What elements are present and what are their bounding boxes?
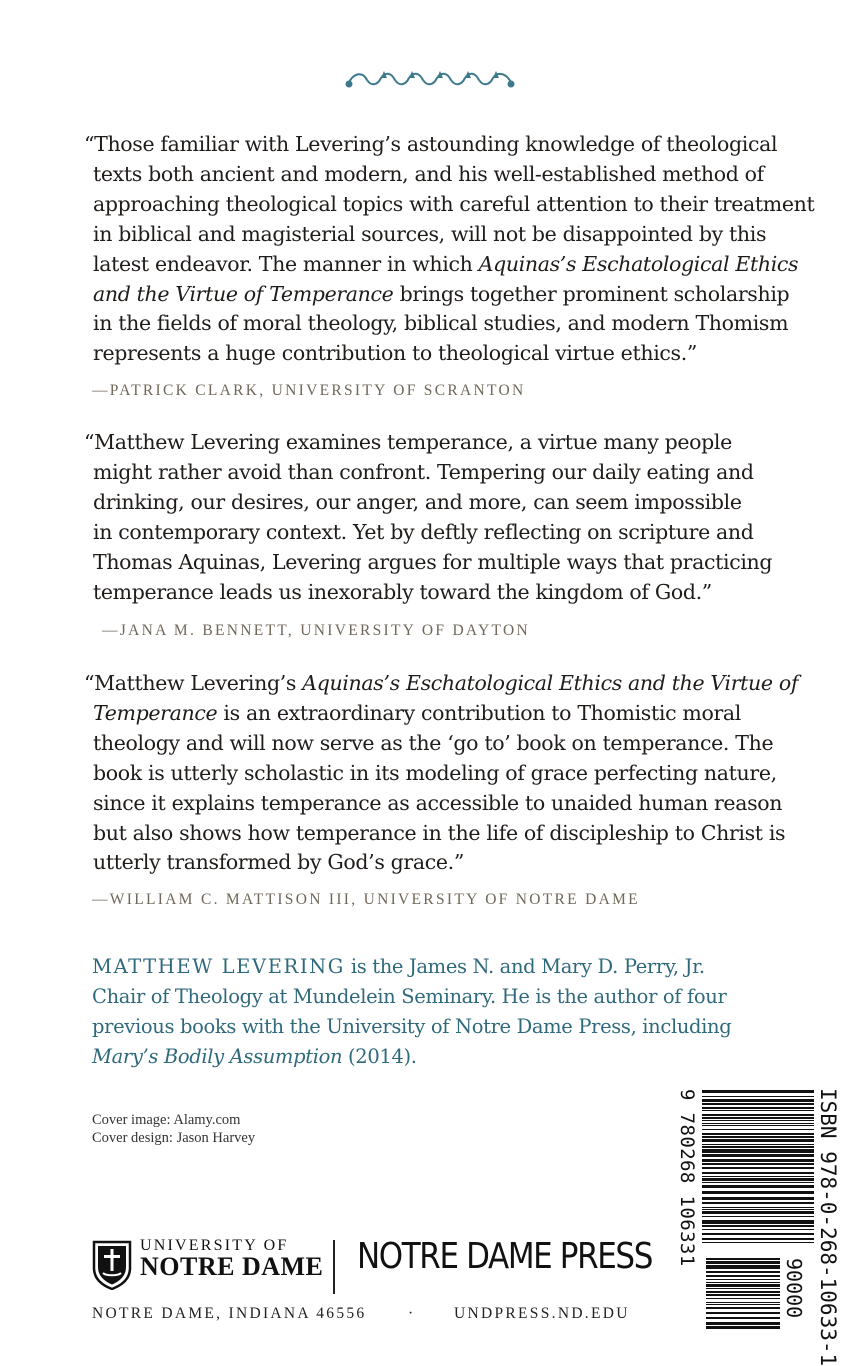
barcode-bar xyxy=(702,1103,814,1105)
barcode-bar xyxy=(702,1144,814,1145)
barcode-bar xyxy=(706,1294,780,1296)
barcode-bars xyxy=(702,1090,814,1243)
quote-line: temperance leads us inexorably toward the kingdom of God.” xyxy=(93,579,712,604)
bio-line xyxy=(92,1042,752,1072)
barcode-bar xyxy=(702,1090,814,1093)
barcode-bar xyxy=(702,1120,814,1121)
barcode-bar xyxy=(702,1139,814,1142)
barcode-bar xyxy=(706,1304,780,1305)
ean-digits: 9 780268 106331 xyxy=(676,1089,698,1267)
decorative-ornament xyxy=(345,66,515,92)
barcode-bar xyxy=(706,1265,780,1269)
barcode-bar xyxy=(702,1211,814,1214)
barcode-bar xyxy=(706,1322,780,1325)
barcode-bar xyxy=(702,1125,814,1126)
barcode-bar xyxy=(702,1202,814,1204)
barcode-bar xyxy=(706,1302,780,1303)
barcode-bar xyxy=(702,1209,814,1210)
barcode-bar xyxy=(702,1117,814,1119)
bio-line: previous books with the University of Notre Dame Press, including xyxy=(92,1015,732,1038)
press-address: NOTRE DAME, INDIANA 46556 xyxy=(92,1305,367,1322)
university-shield-icon xyxy=(92,1240,132,1290)
barcode-bar xyxy=(702,1107,814,1109)
barcode-bar xyxy=(702,1207,814,1208)
barcode-bar xyxy=(702,1225,814,1227)
barcode-bar xyxy=(706,1317,780,1319)
bio-text: is the James N. and Mary D. Perry, Jr. xyxy=(344,955,705,978)
barcode-bar xyxy=(706,1284,780,1287)
bio-line xyxy=(92,952,752,982)
barcode-bar xyxy=(702,1176,814,1177)
attribution-3: —WILLIAM C. MATTISON III, UNIVERSITY OF NOTRE DAME xyxy=(92,891,640,908)
barcode-bar xyxy=(706,1275,780,1277)
author-bio xyxy=(92,952,752,1072)
quote-line: “Matthew Levering examines temperance, a virtue many people xyxy=(84,430,732,454)
endorsement-quote-2 xyxy=(84,428,774,607)
barcode-bar xyxy=(702,1242,814,1243)
press-url[interactable]: UNDPRESS.ND.EDU xyxy=(454,1305,630,1322)
barcode-bar xyxy=(702,1185,814,1188)
quote-line: utterly transformed by God’s grace.” xyxy=(93,850,464,875)
author-name: MATTHEW LEVERING xyxy=(92,955,345,978)
isbn-number: ISBN 978-0-268-10633-1 xyxy=(816,1088,840,1366)
barcode-bar xyxy=(702,1167,814,1169)
barcode-bar xyxy=(702,1233,814,1235)
book-title-italic: Aquinas’s Eschatological Ethics and the Virtue of xyxy=(302,671,799,695)
barcode-bar xyxy=(702,1191,814,1194)
barcode-bar xyxy=(706,1312,780,1314)
isbn-label xyxy=(816,1088,842,1366)
barcode-bar xyxy=(702,1096,814,1097)
price-digits: 90000 xyxy=(782,1258,806,1319)
barcode-bar xyxy=(702,1178,814,1181)
cover-image-credit: Cover image: Alamy.com xyxy=(92,1112,241,1128)
barcode-bar xyxy=(702,1172,814,1174)
barcode-bar xyxy=(702,1099,814,1102)
quote-line: drinking, our desires, our anger, and more, can seem impossible xyxy=(93,489,742,514)
barcode-bar xyxy=(702,1220,814,1224)
barcode-digits xyxy=(676,1089,700,1267)
quote-line: in biblical and magisterial sources, will not be disappointed by this xyxy=(93,221,767,246)
quote-text: latest endeavor. The manner in which xyxy=(93,251,479,276)
quote-line: in contemporary context. Yet by deftly reflecting on scripture and xyxy=(93,519,754,544)
barcode-bar xyxy=(706,1282,780,1283)
barcode-bar xyxy=(702,1149,814,1153)
barcode-bar xyxy=(702,1133,814,1135)
barcode-bar xyxy=(706,1288,780,1289)
endorsement-quote-3 xyxy=(84,669,799,878)
barcode-bar xyxy=(706,1261,780,1264)
attribution-1: —PATRICK CLARK, UNIVERSITY OF SCRANTON xyxy=(92,382,526,399)
quote-text: is an extraordinary contribution to Thomistic moral xyxy=(217,700,741,725)
barcode-bar xyxy=(702,1146,814,1148)
barcode-bar xyxy=(702,1154,814,1157)
quote-line: in the fields of moral theology, biblical studies, and modern Thomism xyxy=(93,311,789,336)
bio-text: (2014). xyxy=(342,1045,417,1068)
barcode-bar xyxy=(702,1110,814,1111)
barcode-bar xyxy=(706,1298,780,1299)
quote-line: approaching theological topics with careful attention to their treatment xyxy=(93,191,815,216)
barcode-bar xyxy=(706,1307,780,1309)
cover-credits xyxy=(92,1111,255,1147)
price-code xyxy=(784,1258,808,1332)
notre-dame-label: NOTRE DAME xyxy=(140,1252,324,1281)
quote-line: theology and will now serve as the ‘go to’ book on temperance. The xyxy=(93,730,774,755)
endorsement-quote-1 xyxy=(84,130,815,369)
quote-line: Thomas Aquinas, Levering argues for multiple ways that practicing xyxy=(93,549,773,574)
barcode-bar xyxy=(706,1279,780,1280)
quote-line: might rather avoid than confront. Tempering our daily eating and xyxy=(93,459,754,484)
quote-line xyxy=(84,250,799,280)
barcode-bar xyxy=(702,1123,814,1124)
barcode-bar xyxy=(702,1136,814,1138)
attribution-2: —JANA M. BENNETT, UNIVERSITY OF DAYTON xyxy=(102,622,530,639)
quote-line: book is utterly scholastic in its modeling of grace perfecting nature, xyxy=(93,760,777,785)
barcode-bar xyxy=(706,1326,780,1329)
quote-line: texts both ancient and modern, and his well-established method of xyxy=(93,161,764,186)
book-title-italic: Aquinas’s Eschatological Ethics xyxy=(478,251,799,276)
barcode-bar xyxy=(702,1163,814,1165)
quote-line xyxy=(84,669,799,699)
barcode-bar xyxy=(702,1216,814,1217)
book-title-italic: Temperance xyxy=(93,700,218,725)
barcode-bar xyxy=(706,1258,780,1260)
barcode-bar xyxy=(702,1182,814,1183)
quote-line: since it explains temperance as accessible to unaided human reason xyxy=(93,790,783,815)
barcode-bar xyxy=(702,1129,814,1130)
quote-text: “Matthew Levering’s xyxy=(84,671,303,695)
barcode-bar xyxy=(702,1114,814,1116)
quote-line xyxy=(84,699,774,729)
cover-design-credit: Cover design: Jason Harvey xyxy=(92,1130,256,1146)
price-barcode-bars xyxy=(706,1258,780,1329)
barcode-bar xyxy=(702,1197,814,1200)
logo-divider xyxy=(333,1240,335,1294)
barcode-bar xyxy=(706,1271,780,1273)
book-title-italic: and the Virtue of Temperance xyxy=(93,281,394,306)
bio-line: Chair of Theology at Mundelein Seminary. He is the author of four xyxy=(92,985,727,1008)
quote-line: represents a huge contribution to theological virtue ethics.” xyxy=(93,341,698,366)
quote-text: brings together prominent scholarship xyxy=(393,281,790,306)
footer-separator: · xyxy=(408,1305,416,1322)
barcode-bar xyxy=(706,1291,780,1293)
book-title-italic: Mary’s Bodily Assumption xyxy=(92,1045,343,1068)
quote-line: but also shows how temperance in the life of discipleship to Christ is xyxy=(93,820,786,845)
quote-line xyxy=(84,280,790,310)
barcode-bar xyxy=(702,1159,814,1162)
press-name: NOTRE DAME PRESS xyxy=(357,1236,652,1277)
quote-line: “Those familiar with Levering’s astounding knowledge of theological xyxy=(84,132,778,156)
barcode-bar xyxy=(702,1229,814,1230)
barcode-bar xyxy=(702,1238,814,1240)
university-of-label: UNIVERSITY OF xyxy=(140,1237,289,1254)
